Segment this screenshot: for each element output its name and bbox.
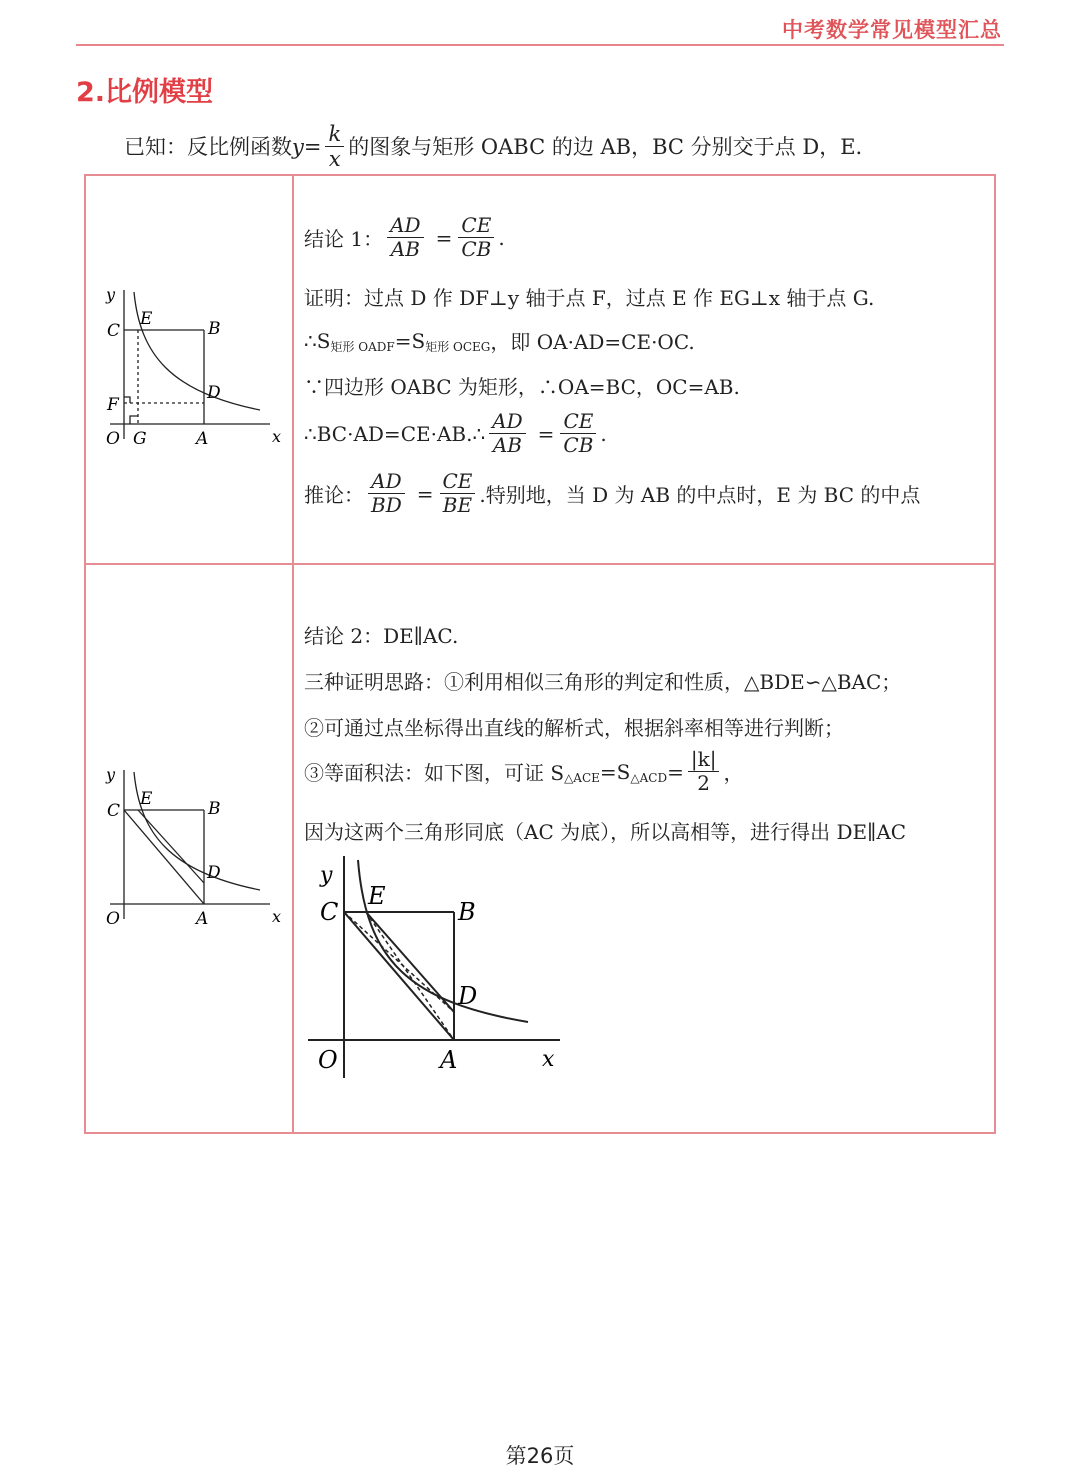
- row2-big-figure: [300, 852, 580, 1082]
- ideas3-mid: =S: [599, 759, 631, 784]
- proof-step-3: [304, 410, 607, 457]
- row1-figure: [100, 284, 290, 454]
- table-row-divider: [86, 563, 994, 565]
- period: .: [600, 421, 607, 446]
- inference-suffix: .特别地，当 D 为 AB 的中点时，E 为 BC 的中点: [479, 483, 921, 507]
- big-label-O: O: [318, 1046, 338, 1074]
- frac-den: BE: [442, 493, 473, 517]
- big-label-y: y: [320, 863, 333, 888]
- step3-prefix: ∴BC·AD=CE·AB.∴: [304, 421, 486, 446]
- given-prefix: 已知：反比例函数: [124, 134, 292, 159]
- row1-label-O: O: [106, 429, 120, 449]
- row2-line-ac: [124, 810, 204, 904]
- comma: ，: [723, 761, 744, 785]
- big-label-D: D: [458, 982, 478, 1010]
- row1-hyperbola: [134, 292, 260, 410]
- row2-label-D: D: [207, 863, 221, 883]
- table-column-divider: [292, 176, 294, 1132]
- row1-label-B: B: [208, 319, 221, 339]
- row1-label-C: C: [107, 321, 121, 341]
- ideas-line-3: [304, 748, 743, 795]
- frac-den: AB: [390, 237, 420, 261]
- given-statement: [124, 122, 862, 171]
- header-divider: [76, 44, 1004, 46]
- frac-num: AD: [387, 214, 423, 238]
- section-title: 2.比例模型: [76, 77, 214, 108]
- proof-step-2: ∵四边形 OABC 为矩形，∴OA=BC，OC=AB.: [304, 375, 740, 399]
- row1-text: [304, 214, 984, 554]
- row2-figure: [100, 764, 290, 934]
- step3-frac-1: [489, 410, 525, 457]
- frac-num: CE: [440, 470, 476, 494]
- equals-sign: =: [435, 225, 453, 250]
- given-frac-num: k: [325, 122, 344, 147]
- given-fraction: [325, 122, 344, 171]
- step1-part-b: =S: [394, 328, 426, 353]
- row2-label-B: B: [208, 799, 221, 819]
- row2-label-y: y: [106, 765, 116, 784]
- conclusion-1-label: 结论 1：: [304, 227, 384, 251]
- frac-num: AD: [489, 410, 525, 434]
- ideas3-prefix: ③等面积法：如下图，可证 S: [304, 761, 565, 785]
- frac-num: |k|: [688, 748, 720, 772]
- given-frac-den: x: [328, 147, 341, 172]
- given-func-y: y: [292, 134, 304, 159]
- proof-line: 证明：过点 D 作 DF⊥y 轴于点 F，过点 E 作 EG⊥x 轴于点 G.: [304, 286, 875, 310]
- frac-num: AD: [368, 470, 404, 494]
- ideas3-subscript-1: △ACE: [564, 770, 600, 785]
- model-table: [84, 174, 996, 1134]
- equals-sign: =: [537, 421, 555, 446]
- row1-label-y: y: [106, 285, 116, 304]
- row2-label-A: A: [196, 909, 209, 929]
- conclusion-2: 结论 2：DE∥AC.: [304, 624, 459, 648]
- step1-subscript-2: 矩形 OCEG: [425, 340, 491, 354]
- document-header-title: 中考数学常见模型汇总: [782, 18, 1002, 42]
- step1-part-a: ∴S: [304, 328, 331, 353]
- row2-label-O: O: [106, 909, 120, 929]
- row2-label-x: x: [272, 907, 282, 926]
- row2-line-ed: [138, 810, 204, 883]
- inference: [304, 470, 920, 517]
- frac-num: CE: [458, 214, 494, 238]
- big-dashed-c-to-d: [344, 912, 454, 1012]
- inference-frac-2: [440, 470, 476, 517]
- ideas-line-4: 因为这两个三角形同底（AC 为底），所以高相等，进行得出 DE∥AC: [304, 820, 907, 844]
- big-label-A: A: [440, 1046, 458, 1074]
- row2-hyperbola: [134, 772, 260, 890]
- conclusion-1-frac-1: [387, 214, 423, 261]
- big-dashed-ce-to-a: [366, 912, 454, 1040]
- proof-step-1: [304, 326, 695, 355]
- row1-label-G: G: [133, 429, 147, 449]
- big-line-ac: [344, 912, 454, 1040]
- row1-right-angle-f: [124, 397, 130, 403]
- ideas-line-1: 三种证明思路：①利用相似三角形的判定和性质，△BDE∽△BAC；: [304, 670, 902, 694]
- frac-den: 2: [697, 771, 711, 795]
- big-label-B: B: [458, 898, 476, 926]
- step3-frac-2: [560, 410, 596, 457]
- row2-text: [304, 620, 994, 850]
- frac-den: CB: [563, 433, 594, 457]
- frac-den: AB: [492, 433, 522, 457]
- page-number: 第26页: [505, 1444, 575, 1468]
- given-suffix: 的图象与矩形 OABC 的边 AB，BC 分别交于点 D，E.: [348, 134, 863, 159]
- conclusion-1: [304, 214, 505, 261]
- big-label-E: E: [368, 882, 386, 910]
- row1-right-angle-g: [130, 416, 138, 424]
- row1-label-F: F: [107, 395, 119, 415]
- equals-sign: =: [667, 759, 684, 784]
- conclusion-1-frac-2: [458, 214, 494, 261]
- equals-sign: =: [416, 481, 434, 506]
- frac-den: BD: [371, 493, 402, 517]
- frac-num: CE: [560, 410, 596, 434]
- period: .: [498, 225, 505, 250]
- ideas-line-2: ②可通过点坐标得出直线的解析式，根据斜率相等进行判断；: [304, 716, 844, 740]
- row1-label-A: A: [196, 429, 209, 449]
- inference-label: 推论：: [304, 483, 364, 507]
- big-label-x: x: [542, 1047, 555, 1072]
- big-line-ed: [366, 912, 454, 1012]
- step1-part-c: ，即 OA·AD=CE·OC.: [490, 330, 695, 354]
- step1-subscript-1: 矩形 OADF: [330, 340, 395, 354]
- row2-label-C: C: [107, 801, 121, 821]
- row1-label-E: E: [140, 309, 153, 329]
- ideas3-subscript-2: △ACD: [630, 770, 668, 785]
- big-label-C: C: [320, 898, 339, 926]
- row1-label-x: x: [272, 427, 282, 446]
- frac-den: CB: [461, 237, 492, 261]
- ideas3-frac: [688, 748, 720, 795]
- row2-label-E: E: [140, 789, 153, 809]
- inference-frac-1: [368, 470, 405, 517]
- row1-label-D: D: [207, 383, 221, 403]
- given-equals: =: [303, 134, 322, 159]
